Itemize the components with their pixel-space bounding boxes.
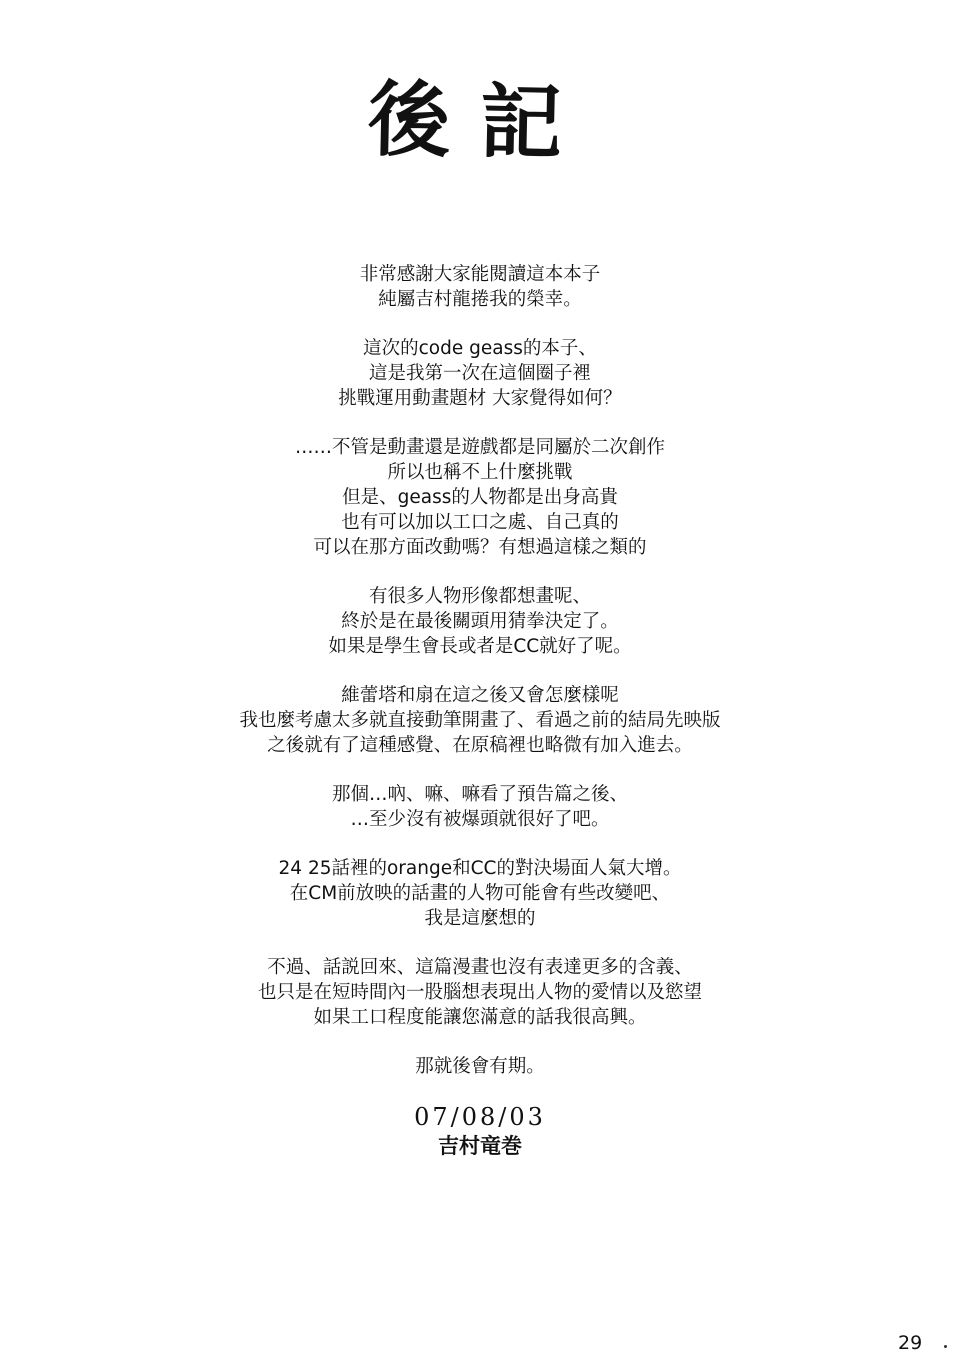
text-line: 如果工口程度能讓您滿意的話我很高興。 — [313, 1007, 647, 1028]
text-line: 不過、話説回來、這篇漫畫也沒有表達更多的含義、 — [267, 957, 693, 978]
text-line: 維蕾塔和扇在這之後又會怎麼樣呢 — [341, 685, 619, 706]
paragraph — [0, 584, 960, 659]
paragraph — [0, 336, 960, 411]
text-line: 所以也稱不上什麼挑戰 — [387, 462, 573, 483]
text-line: 也只是在短時間內一股腦想表現出人物的愛情以及慾望 — [257, 982, 702, 1003]
text-line: 那個…吶、嘛、嘛看了預告篇之後、 — [331, 784, 628, 805]
page-number: 29 — [898, 1332, 923, 1354]
text-line: 有很多人物形像都想畫呢、 — [368, 586, 591, 607]
margin-dot — [944, 1345, 947, 1348]
paragraph — [0, 782, 960, 832]
paragraph — [0, 955, 960, 1030]
page-title: 後記 — [367, 72, 593, 173]
text-line: ……不管是動畫還是遊戲都是同屬於二次創作 — [294, 437, 665, 458]
paragraph — [0, 435, 960, 560]
text-line: 之後就有了這種感覺、在原稿裡也略微有加入進去。 — [267, 735, 693, 756]
text-line: 我是這麼想的 — [424, 908, 536, 929]
afterword-body — [0, 262, 960, 1103]
text-line: 這次的code geass的本子、 — [363, 338, 597, 359]
text-line: 我也麼考慮太多就直接動筆開畫了、看過之前的結局先映版 — [239, 710, 721, 731]
text-line: 24 25話裡的orange和CC的對決場面人氣大增。 — [278, 858, 682, 879]
text-line: 那就後會有期。 — [415, 1056, 545, 1077]
text-line: 終於是在最後關頭用猜拳決定了。 — [341, 611, 619, 632]
text-line: 如果是學生會長或者是CC就好了呢。 — [328, 636, 632, 657]
text-line: 也有可以加以工口之處、自己真的 — [341, 512, 619, 533]
paragraph — [0, 683, 960, 758]
date: 07/08/03 — [414, 1103, 546, 1131]
text-line: 但是、geass的人物都是出身高貴 — [342, 487, 618, 508]
author-signature: 吉村竜巻 — [438, 1133, 522, 1158]
text-line: 這是我第一次在這個圈子裡 — [368, 363, 591, 384]
text-line: 在CM前放映的話畫的人物可能會有些改變吧、 — [289, 883, 671, 904]
paragraph — [0, 1054, 960, 1079]
paragraph — [0, 856, 960, 931]
paragraph — [0, 262, 960, 312]
text-line: 可以在那方面改動嗎？有想過這樣之類的 — [313, 537, 647, 558]
text-line: 純屬吉村龍捲我的榮幸。 — [378, 289, 582, 310]
text-line: …至少沒有被爆頭就很好了吧。 — [350, 809, 610, 830]
text-line: 挑戰運用動畫題材 大家覺得如何？ — [338, 388, 622, 409]
text-line: 非常感謝大家能閱讀這本本子 — [359, 264, 601, 285]
